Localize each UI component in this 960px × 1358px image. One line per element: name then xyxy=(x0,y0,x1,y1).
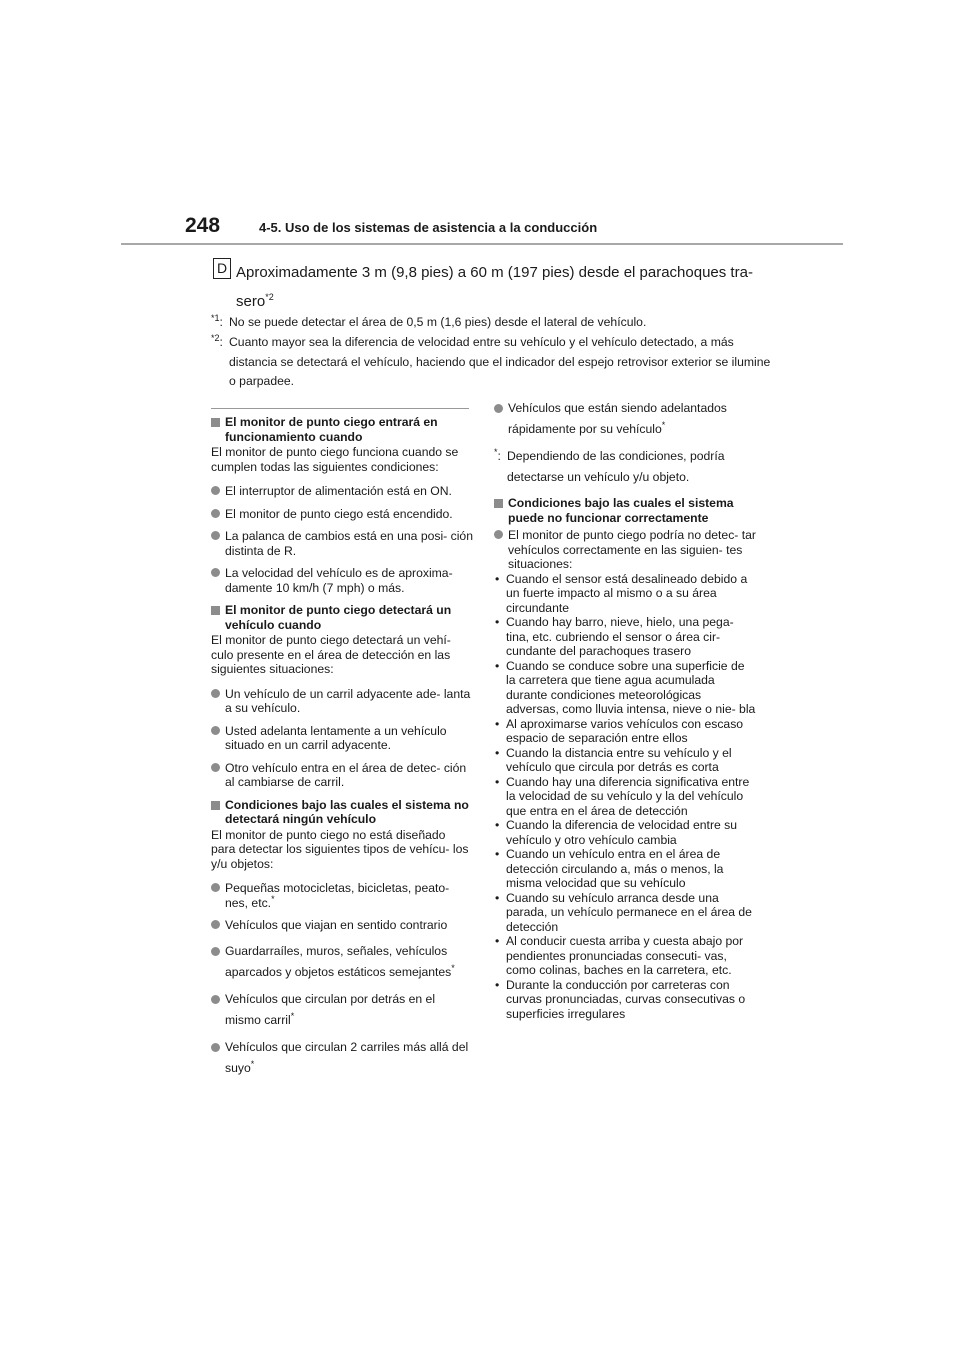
list-item: Vehículos que circulan por detrás en el mismo carril* xyxy=(211,989,473,1031)
list-item: El interruptor de alimentación está en ON. xyxy=(211,484,473,499)
sub-list-item: • Durante la conducción por carreteras con curvas pronunciadas, curvas consecutivas o superficies irregulares xyxy=(494,978,756,1022)
square-bullet-icon xyxy=(211,418,220,427)
sub-list-item: • Cuando hay una diferencia significativa entre la velocidad de su vehículo y la del vehículo que entra en el área de detección xyxy=(494,775,756,819)
section-heading: El monitor de punto ciego entrará en funcionamiento cuando xyxy=(211,415,473,444)
circle-bullet-icon xyxy=(211,763,220,772)
footnote-mark: $^{*1}$: xyxy=(211,312,223,329)
left-column xyxy=(211,415,473,1085)
sub-list-item: • Cuando la distancia entre su vehículo y el vehículo que circula por detrás es corta xyxy=(494,746,756,775)
section-heading: Condiciones bajo las cuales el sistema puede no funcionar correctamente xyxy=(494,496,756,525)
circle-bullet-icon xyxy=(211,568,220,577)
sub-list xyxy=(494,572,756,1022)
footnote-mark: $^{*2}$: xyxy=(211,332,223,349)
section-heading: El monitor de punto ciego detectará un vehículo cuando xyxy=(211,603,473,632)
sub-list-item: • Al conducir cuesta arriba y cuesta abajo por pendientes pronunciadas consecuti- vas, como colinas, baches en la carretera, etc. xyxy=(494,934,756,978)
sub-list-item: • Cuando hay barro, nieve, hielo, una pega- tina, etc. cubriendo el sensor o área cir- cundante del parachoques trasero xyxy=(494,615,756,659)
footnote-text: Cuanto mayor sea la diferencia de velocidad entre su vehículo y el vehículo detectado, a más distancia se detectará el vehículo, haciendo que el indicador del espejo retrovisor exterior se ilumine o parpadee. xyxy=(229,335,771,388)
square-bullet-icon xyxy=(211,801,220,810)
circle-bullet-icon xyxy=(211,995,220,1004)
footnote-text: Dependiendo de las condiciones, podría detectarse un vehículo y/u objeto. xyxy=(507,449,725,484)
circle-bullet-icon xyxy=(211,726,220,735)
circle-bullet-icon xyxy=(211,509,220,518)
square-bullet-icon xyxy=(211,606,220,615)
right-column xyxy=(494,398,756,1021)
sub-list-item: • Cuando el sensor está desalineado debido a un fuerte impacto al mismo o a su área circundante xyxy=(494,572,756,616)
header-rule xyxy=(121,243,843,245)
list-item: Vehículos que están siendo adelantados rápidamente por su vehículo* xyxy=(494,398,756,440)
section-title: 4-5. Uso de los sistemas de asistencia a la conducción xyxy=(259,220,598,235)
paragraph: El monitor de punto ciego no está diseñado para detectar los siguientes tipos de vehícu- los y/u objetos: xyxy=(211,827,469,871)
footnote-text: No se puede detectar el área de 0,5 m (1,6 pies) desde el lateral de vehículo. xyxy=(229,315,647,329)
list-item: Guardarraíles, muros, señales, vehículos aparcados y objetos estáticos semejantes* xyxy=(211,941,473,983)
section-heading: Condiciones bajo las cuales el sistema no detectará ningún vehículo xyxy=(211,798,473,827)
footnote-1 xyxy=(211,313,771,333)
list-item: El monitor de punto ciego está encendido. xyxy=(211,507,473,522)
circle-bullet-icon xyxy=(211,883,220,892)
circle-bullet-icon xyxy=(211,920,220,929)
area-d-text-end: sero xyxy=(236,293,266,310)
circle-bullet-icon xyxy=(494,530,503,539)
paragraph: El monitor de punto ciego detectará un vehí- culo presente en el área de detección en las siguientes situaciones: xyxy=(211,633,451,676)
sub-list-item: • Cuando su vehículo arranca desde una parada, un vehículo permanece en el área de detección xyxy=(494,891,756,935)
circle-bullet-icon xyxy=(211,689,220,698)
circle-bullet-icon xyxy=(211,1043,220,1052)
column-rule xyxy=(211,408,469,409)
circle-bullet-icon xyxy=(211,486,220,495)
area-d-text: Aproximadamente 3 m (9,8 pies) a 60 m (197 pies) desde el parachoques tra- xyxy=(236,264,753,281)
list-item: Pequeñas motocicletas, bicicletas, peato- nes, etc.* xyxy=(211,881,473,910)
list-item: La palanca de cambios está en una posi- ción distinta de R. xyxy=(211,529,473,558)
circle-bullet-icon xyxy=(494,404,503,413)
circle-bullet-icon xyxy=(211,531,220,540)
list-item: La velocidad del vehículo es de aproxima- damente 10 km/h (7 mph) o más. xyxy=(211,566,473,595)
list-item: Otro vehículo entra en el área de detec- ción al cambiarse de carril. xyxy=(211,761,473,790)
sub-list-item: • Cuando un vehículo entra en el área de detección circulando a, más o menos, la misma velocidad que su vehículo xyxy=(494,847,756,891)
page-number: 248 xyxy=(185,214,221,237)
paragraph: El monitor de punto ciego funciona cuando se cumplen todas las siguientes condiciones: xyxy=(211,445,459,474)
list-item: Usted adelanta lentamente a un vehículo situado en un carril adyacente. xyxy=(211,724,473,753)
list-item: Un vehículo de un carril adyacente ade- lanta a su vehículo. xyxy=(211,687,473,716)
area-d-description xyxy=(236,258,796,316)
square-bullet-icon xyxy=(494,499,503,508)
footnote-mark: *: xyxy=(494,446,501,463)
list-item: Vehículos que circulan 2 carriles más allá del suyo* xyxy=(211,1037,473,1079)
sub-list-item: • Al aproximarse varios vehículos con escaso espacio de separación entre ellos xyxy=(494,717,756,746)
list-item: Vehículos que viajan en sentido contrario xyxy=(211,918,473,933)
circle-bullet-icon xyxy=(211,947,220,956)
area-marker-d: D xyxy=(213,258,231,279)
area-d-footnote-ref: *2 xyxy=(265,292,274,302)
footnote-star xyxy=(494,446,756,488)
sub-list-item: • Cuando la diferencia de velocidad entre su vehículo y otro vehículo cambia xyxy=(494,818,756,847)
list-item: El monitor de punto ciego podría no detec- tar vehículos correctamente en las siguien- tes situaciones: • Cuando el sensor está desalineado debido a un fuerte impacto al mismo o a su área circundante • Cuando hay barro, nieve, hielo, una pega- tina, etc. cubriendo el sensor o área cir- cundante del parachoques trasero • Cuando se conduce sobre una superficie de la carretera que tiene agua acumulada durante condiciones meteorológicas adversas, como lluvia intensa, nieve o nie- bla • Al aproximarse varios vehículos con escaso espacio de separación entre ellos • Cuando la distancia entre su vehículo y el vehículo que circula por detrás es corta • Cuando hay una diferencia significativa entre la velocidad de su vehículo y la del vehículo que entra en el área de detección • Cuando la diferencia de velocidad entre su vehículo y otro vehículo cambia • Cuando un vehículo entra en el área de detección circulando a, más o menos, la misma velocidad que su vehículo • Cuando su vehículo arranca desde una parada, un vehículo permanece en el área de detección • Al conducir cuesta arriba y cuesta abajo por pendientes pronunciadas consecuti- vas, como colinas, baches en la carretera, etc. • Durante la conducción por carreteras con curvas pronunciadas, curvas consecutivas o superficies irregulares xyxy=(494,528,756,1021)
sub-list-item: • Cuando se conduce sobre una superficie de la carretera que tiene agua acumulada durante condiciones meteorológicas adversas, como lluvia intensa, nieve o nie- bla xyxy=(494,659,756,717)
footnote-2 xyxy=(211,333,771,392)
